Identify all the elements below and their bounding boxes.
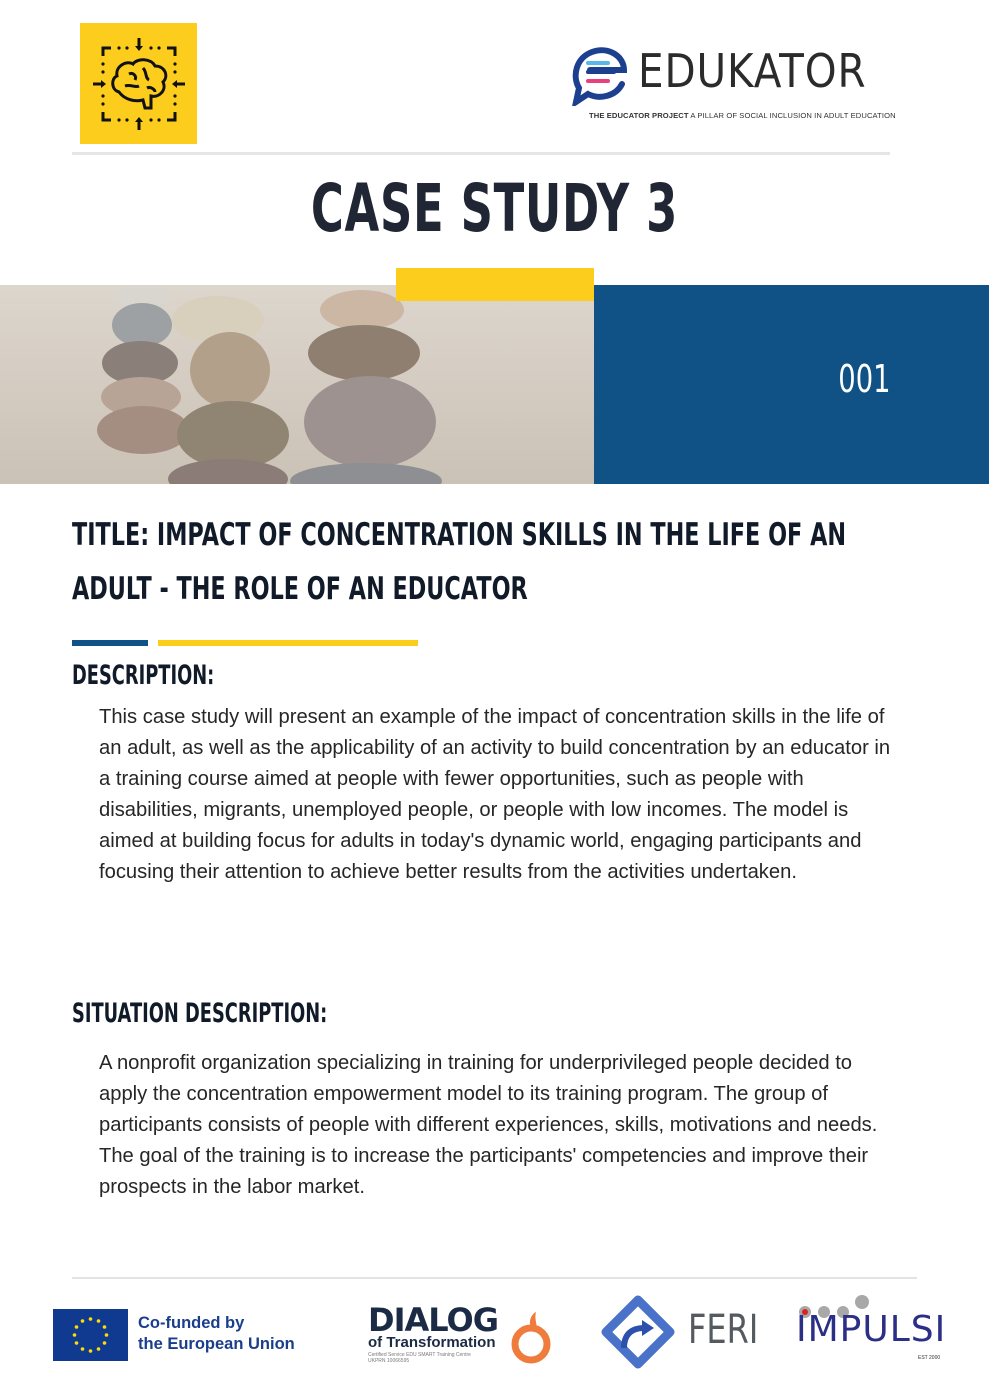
yellow-accent-bar bbox=[396, 268, 594, 301]
description-text: This case study will present an example of the impact of concentration skills in the life of an adult, as well as the applicability of an activity to build concentration by an educator in a training course aimed at people with fewer opportunities, such as people with disabilities, migrants, unemployed people, or people with low incomes. The model is aimed at building focus for adults in today's dynamic world, engaging participants and focusing their attention to achieve better results from the activities undertaken. bbox=[99, 706, 891, 883]
eu-cofunded-label: Co-funded by the European Union bbox=[138, 1314, 295, 1353]
eu-flag-icon bbox=[53, 1309, 128, 1361]
feri-arrow-icon bbox=[598, 1294, 678, 1374]
header-divider bbox=[72, 152, 890, 155]
edukator-logo bbox=[570, 44, 896, 124]
dialog-of-transformation-logo: DIALOG of Transformation Certified Service EDU SMART Training Centre UKPRN 10066595 bbox=[368, 1304, 558, 1370]
stacked-stones-photo bbox=[0, 285, 594, 484]
brain-focus-icon bbox=[89, 34, 189, 134]
page-title: CASE STUDY 3 bbox=[310, 170, 679, 247]
yellow-accent-line bbox=[158, 640, 418, 646]
blue-accent-line bbox=[72, 640, 148, 646]
description-heading: DESCRIPTION: bbox=[72, 660, 215, 691]
situation-text: A nonprofit organization specializing in training for underprivileged people decided to apply the concentration empowerment model to its training program. The group of participants consists of people with different experiences, skills, motivations and needs. The goal of the training is to increase the participants' competencies and improve their prospects in the labor market. bbox=[99, 1052, 878, 1198]
case-study-title: TITLE: IMPACT OF CONCENTRATION SKILLS IN THE LIFE OF AN ADULT - THE ROLE OF AN EDUCATOR bbox=[72, 517, 847, 607]
flame-ring-icon bbox=[508, 1310, 554, 1366]
brand-tagline: THE EDUCATOR PROJECT A PILLAR OF SOCIAL INCLUSION IN ADULT EDUCATION bbox=[589, 111, 896, 120]
speech-bubble-e-icon bbox=[570, 44, 632, 106]
footer-divider bbox=[72, 1277, 917, 1279]
case-number: 001 bbox=[838, 357, 891, 401]
brand-name: EDUKATOR bbox=[638, 44, 867, 98]
impulsi-logo: IMPULSI EST 2000 bbox=[796, 1292, 956, 1372]
situation-heading: SITUATION DESCRIPTION: bbox=[72, 998, 328, 1029]
brain-focus-logo bbox=[80, 23, 197, 144]
feri-logo: FERI bbox=[598, 1294, 758, 1374]
case-number-panel bbox=[594, 285, 989, 484]
